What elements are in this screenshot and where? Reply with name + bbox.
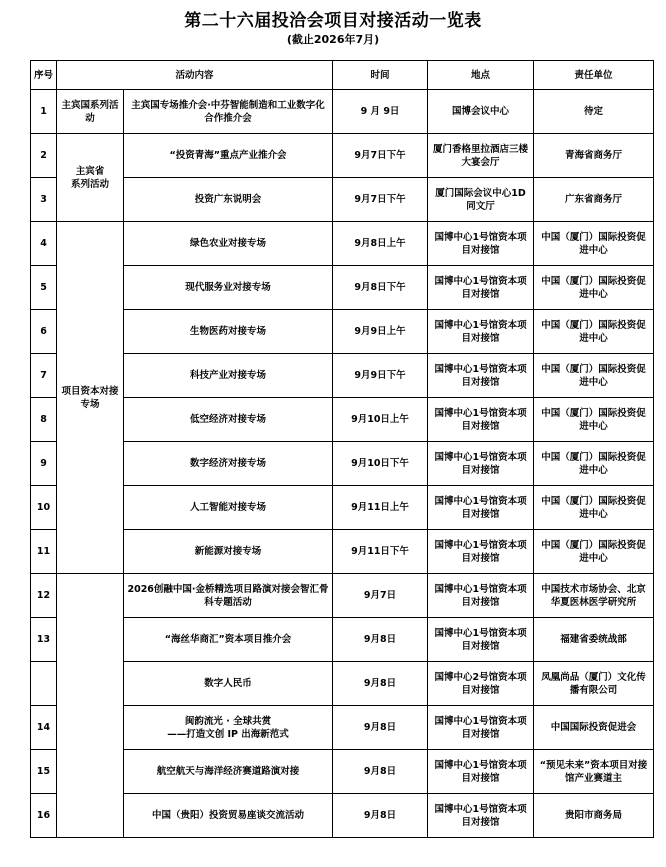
cell-time: 9月7日下午: [333, 178, 428, 222]
cell-no: 10: [31, 486, 57, 530]
cell-no: 7: [31, 354, 57, 398]
cell-time: 9月7日: [333, 574, 428, 618]
table-row: [31, 618, 654, 662]
cell-time: 9月7日下午: [333, 134, 428, 178]
table-row: [31, 574, 654, 618]
cell-time: 9月10日下午: [333, 442, 428, 486]
cell-no: 9: [31, 442, 57, 486]
cell-no: 12: [31, 574, 57, 618]
table-row: [31, 354, 654, 398]
activity-table: [30, 60, 654, 838]
cell-no: 14: [31, 706, 57, 750]
cell-unit: 福建省委统战部: [534, 618, 654, 662]
cell-time: 9月8日: [333, 750, 428, 794]
cell-place: 国博中心1号馆资本项目对接馆: [428, 574, 534, 618]
cell-unit: 中国（厦门）国际投资促进中心: [534, 266, 654, 310]
cell-place: 国博中心1号馆资本项目对接馆: [428, 750, 534, 794]
cell-time: 9月8日上午: [333, 222, 428, 266]
cell-place: 国博中心2号馆资本项目对接馆: [428, 662, 534, 706]
cell-content: 航空航天与海洋经济赛道路演对接: [124, 750, 333, 794]
table-row: [31, 794, 654, 838]
table-row: [31, 530, 654, 574]
cell-content: 投资广东说明会: [124, 178, 333, 222]
cell-content: 闽韵流光 · 全球共赏 ——打造文创 IP 出海新范式: [124, 706, 333, 750]
header-no: 序号: [31, 61, 57, 90]
cell-no: 2: [31, 134, 57, 178]
cell-no: [31, 662, 57, 706]
table-row: [31, 178, 654, 222]
table-row: [31, 750, 654, 794]
cell-unit: 中国国际投资促进会: [534, 706, 654, 750]
cell-unit: 中国（厦门）国际投资促进中心: [534, 530, 654, 574]
cell-place: 国博会议中心: [428, 90, 534, 134]
table-row: [31, 662, 654, 706]
cell-no: 4: [31, 222, 57, 266]
cell-no: 1: [31, 90, 57, 134]
cell-place: 国博中心1号馆资本项目对接馆: [428, 530, 534, 574]
cell-content: 现代服务业对接专场: [124, 266, 333, 310]
document-subtitle: (截止2026年7月): [286, 33, 380, 46]
cell-no: 16: [31, 794, 57, 838]
cell-place: 国博中心1号馆资本项目对接馆: [428, 222, 534, 266]
cell-place: 国博中心1号馆资本项目对接馆: [428, 706, 534, 750]
cell-unit: 中国（厦门）国际投资促进中心: [534, 398, 654, 442]
header-unit: 责任单位: [534, 61, 654, 90]
cell-place: 国博中心1号馆资本项目对接馆: [428, 794, 534, 838]
cell-unit: 青海省商务厅: [534, 134, 654, 178]
header-content: 活动内容: [57, 61, 333, 90]
cell-unit: 中国（厦门）国际投资促进中心: [534, 354, 654, 398]
cell-content: “投资青海”重点产业推介会: [124, 134, 333, 178]
cell-unit: 贵阳市商务局: [534, 794, 654, 838]
cell-place: 国博中心1号馆资本项目对接馆: [428, 618, 534, 662]
cell-no: 6: [31, 310, 57, 354]
cell-no: 5: [31, 266, 57, 310]
cell-content: 数字人民币: [124, 662, 333, 706]
table-row: [31, 266, 654, 310]
table-row: [31, 398, 654, 442]
cell-group: 主宾省 系列活动: [57, 134, 124, 222]
cell-time: 9月8日: [333, 794, 428, 838]
cell-unit: 中国（厦门）国际投资促进中心: [534, 222, 654, 266]
cell-content: 绿色农业对接专场: [124, 222, 333, 266]
cell-no: 13: [31, 618, 57, 662]
cell-content: 2026创融中国·金桥精选项目路演对接会智汇骨科专题活动: [124, 574, 333, 618]
table-row: [31, 442, 654, 486]
cell-time: 9月9日下午: [333, 354, 428, 398]
cell-place: 国博中心1号馆资本项目对接馆: [428, 310, 534, 354]
cell-unit: 凤凰尚品（厦门）文化传播有限公司: [534, 662, 654, 706]
cell-content: 低空经济对接专场: [124, 398, 333, 442]
header-place: 地点: [428, 61, 534, 90]
cell-group: 主宾国系列活动: [57, 90, 124, 134]
cell-unit: 广东省商务厅: [534, 178, 654, 222]
cell-content: 生物医药对接专场: [124, 310, 333, 354]
cell-no: 15: [31, 750, 57, 794]
cell-place: 厦门香格里拉酒店三楼大宴会厅: [428, 134, 534, 178]
cell-content: 新能源对接专场: [124, 530, 333, 574]
document-title: 第二十六届投洽会项目对接活动一览表: [184, 11, 482, 31]
header-time: 时间: [333, 61, 428, 90]
table-row: [31, 90, 654, 134]
cell-content: 主宾国专场推介会·中芬智能制造和工业数字化合作推介会: [124, 90, 333, 134]
table-row: [31, 706, 654, 750]
cell-content: 科技产业对接专场: [124, 354, 333, 398]
cell-place: 国博中心1号馆资本项目对接馆: [428, 398, 534, 442]
cell-content: 人工智能对接专场: [124, 486, 333, 530]
cell-place: 国博中心1号馆资本项目对接馆: [428, 442, 534, 486]
cell-unit: 中国（厦门）国际投资促进中心: [534, 310, 654, 354]
table-row: [31, 310, 654, 354]
cell-no: 8: [31, 398, 57, 442]
cell-time: 9 月 9日: [333, 90, 428, 134]
cell-content: 数字经济对接专场: [124, 442, 333, 486]
cell-place: 国博中心1号馆资本项目对接馆: [428, 354, 534, 398]
cell-time: 9月11日下午: [333, 530, 428, 574]
cell-unit: 中国（厦门）国际投资促进中心: [534, 442, 654, 486]
table-row: [31, 134, 654, 178]
cell-content: “海丝华商汇”资本项目推介会: [124, 618, 333, 662]
table-row: [31, 222, 654, 266]
cell-time: 9月8日下午: [333, 266, 428, 310]
cell-no: 3: [31, 178, 57, 222]
cell-time: 9月10日上午: [333, 398, 428, 442]
cell-unit: 中国（厦门）国际投资促进中心: [534, 486, 654, 530]
cell-time: 9月8日: [333, 662, 428, 706]
cell-time: 9月11日上午: [333, 486, 428, 530]
cell-unit: “预见未来”资本项目对接馆产业赛道主: [534, 750, 654, 794]
cell-place: 国博中心1号馆资本项目对接馆: [428, 266, 534, 310]
table-row: [31, 486, 654, 530]
cell-place: 国博中心1号馆资本项目对接馆: [428, 486, 534, 530]
cell-place: 厦门国际会议中心1D同文厅: [428, 178, 534, 222]
cell-group-empty: [57, 574, 124, 838]
cell-no: 11: [31, 530, 57, 574]
table-header-row: [31, 61, 654, 90]
cell-unit: 中国技术市场协会、北京华夏医林医学研究所: [534, 574, 654, 618]
cell-time: 9月8日: [333, 706, 428, 750]
cell-content: 中国（贵阳）投资贸易座谈交流活动: [124, 794, 333, 838]
cell-group: 项目资本对接专场: [57, 222, 124, 574]
cell-unit: 待定: [534, 90, 654, 134]
cell-time: 9月9日上午: [333, 310, 428, 354]
cell-time: 9月8日: [333, 618, 428, 662]
